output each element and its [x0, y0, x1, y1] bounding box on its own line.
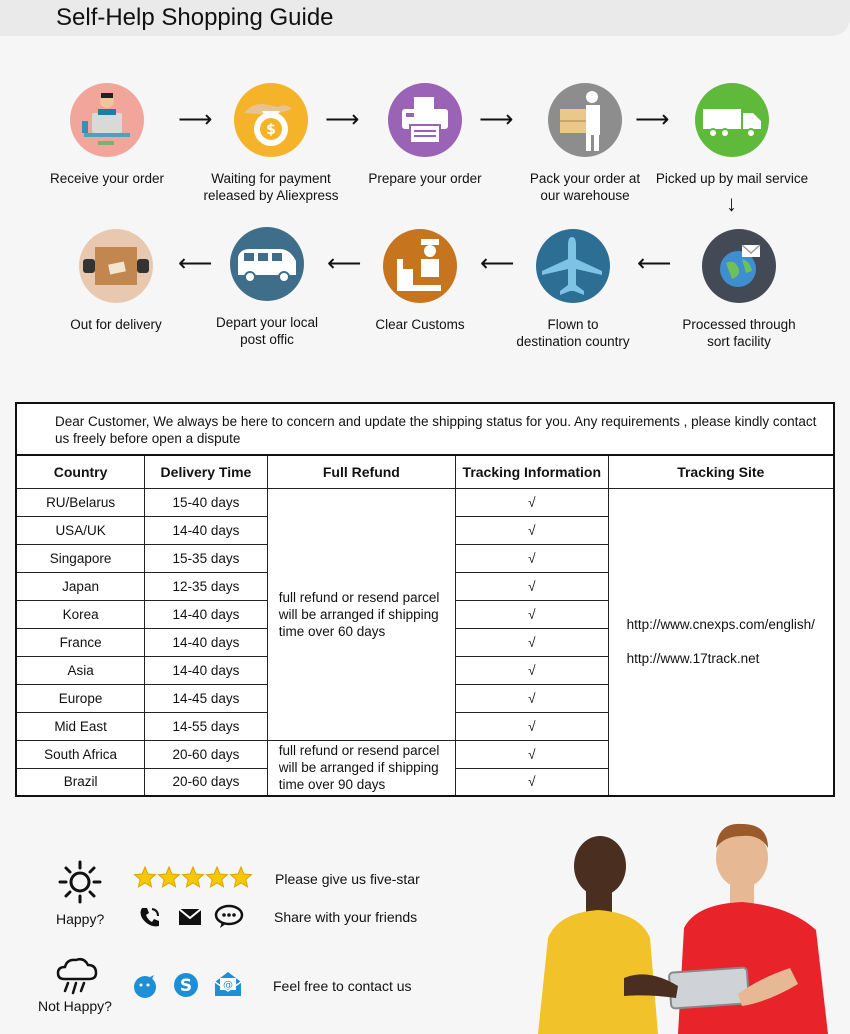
step-depart-post-office — [187, 227, 347, 348]
delivery-time-cell: 14-40 days — [145, 600, 268, 628]
step-label — [659, 317, 819, 350]
country-cell: Mid East — [16, 712, 145, 740]
contact-text: Feel free to contact us — [273, 978, 412, 994]
delivery-time-cell: 15-40 days — [145, 488, 268, 516]
step-label-line: destination country — [516, 333, 630, 349]
skype-icon[interactable] — [172, 971, 200, 1004]
tracking-check-cell: √ — [456, 488, 609, 516]
delivery-time-cell: 14-40 days — [145, 516, 268, 544]
tracking-check-cell: √ — [456, 572, 609, 600]
box-person-icon — [548, 83, 622, 157]
table-row — [16, 488, 834, 516]
delivery-time-cell: 12-35 days — [145, 572, 268, 600]
phone-icon[interactable] — [137, 904, 163, 935]
tracking-check-cell: √ — [456, 544, 609, 572]
column-header-full-refund: Full Refund — [267, 455, 455, 488]
step-label — [505, 171, 665, 204]
five-star-text: Please give us five-star — [275, 871, 420, 887]
customs-officer-icon — [383, 229, 457, 303]
delivery-time-cell: 14-40 days — [145, 656, 268, 684]
step-pack-order — [505, 83, 665, 204]
country-cell: Asia — [16, 656, 145, 684]
column-header-country: Country — [16, 455, 145, 488]
arrow-right-icon: ⟶ — [635, 106, 670, 133]
step-sort-facility — [659, 229, 819, 350]
tracking-site-link-17track[interactable]: http://www.17track.net — [626, 650, 760, 666]
step-label-line: Processed through — [682, 317, 796, 332]
country-cell: South Africa — [16, 740, 145, 768]
svg-text:$: $ — [266, 122, 276, 138]
tracking-check-cell: √ — [456, 516, 609, 544]
arrow-left-icon: ⟵ — [480, 250, 515, 277]
country-cell: USA/UK — [16, 516, 145, 544]
delivery-time-cell: 14-40 days — [145, 628, 268, 656]
tracking-check-cell: √ — [456, 684, 609, 712]
star-icon — [207, 867, 228, 887]
step-label-line: our warehouse — [540, 187, 630, 203]
arrow-left-icon: ⟵ — [178, 250, 213, 277]
money-bag-icon — [234, 83, 308, 157]
country-cell: Japan — [16, 572, 145, 600]
step-label: Receive your order — [49, 171, 165, 186]
tracking-check-cell: √ — [456, 628, 609, 656]
bird-chat-icon[interactable] — [132, 973, 158, 1004]
happy-label: Happy? — [56, 911, 105, 927]
five-star-rating[interactable] — [133, 866, 253, 895]
rain-cloud-icon — [54, 953, 100, 1002]
envelope-icon[interactable] — [177, 905, 203, 934]
email-icon[interactable] — [213, 970, 243, 1003]
sun-icon — [58, 860, 102, 909]
tracking-check-cell: √ — [456, 712, 609, 740]
shipping-table — [15, 454, 835, 797]
delivery-time-cell: 15-35 days — [145, 544, 268, 572]
column-header-tracking-info: Tracking Information — [456, 455, 609, 488]
arrow-down-icon: ↓ — [726, 191, 737, 216]
step-label-line: post offic — [240, 331, 294, 347]
svg-text:S: S — [179, 976, 193, 996]
tracking-check-cell: √ — [456, 656, 609, 684]
customer-notice — [15, 402, 835, 456]
page-title: Self-Help Shopping Guide — [56, 4, 334, 31]
step-out-for-delivery — [36, 229, 196, 334]
step-waiting-payment — [191, 83, 351, 204]
truck-icon — [695, 83, 769, 157]
star-icon — [231, 867, 252, 887]
tracking-site-link-cnexps[interactable]: http://www.cnexps.com/english/ — [626, 616, 815, 632]
airplane-icon — [536, 229, 610, 303]
step-flown — [493, 229, 653, 350]
country-cell: Korea — [16, 600, 145, 628]
step-label-line: Flown to — [547, 317, 599, 332]
header — [0, 0, 850, 37]
printer-icon — [388, 83, 462, 157]
delivery-time-cell: 14-55 days — [145, 712, 268, 740]
column-header-tracking-site: Tracking Site — [608, 455, 834, 488]
refund-cell: full refund or resend parcel will be arranged if shipping time over 90 days — [267, 740, 455, 796]
country-cell: Europe — [16, 684, 145, 712]
star-icon — [135, 867, 156, 887]
country-cell: RU/Belarus — [16, 488, 145, 516]
tracking-check-cell: √ — [456, 768, 609, 796]
arrow-left-icon: ⟵ — [637, 250, 672, 277]
arrow-right-icon: ⟶ — [479, 106, 514, 133]
step-clear-customs — [340, 229, 500, 334]
step-label-line: Depart your local — [215, 315, 319, 330]
step-label: Picked up by mail service — [655, 171, 809, 186]
step-prepare-order — [345, 83, 505, 188]
notice-text: Dear Customer, We always be here to concern and update the shipping status for you. Any requirements , please kindly contact us freely before open a dispute — [55, 414, 817, 446]
not-happy-label: Not Happy? — [38, 998, 112, 1014]
table-header-row — [16, 455, 834, 488]
step-label — [493, 317, 653, 350]
tracking-check-cell: √ — [456, 740, 609, 768]
laptop-person-icon — [70, 83, 144, 157]
arrow-right-icon: ⟶ — [325, 106, 360, 133]
star-icon — [159, 867, 180, 887]
step-label-line: sort facility — [707, 333, 771, 349]
chat-icon[interactable] — [214, 903, 244, 934]
people-with-tablet-image — [528, 818, 850, 1034]
delivery-time-cell: 14-45 days — [145, 684, 268, 712]
globe-mail-icon — [702, 229, 776, 303]
delivery-time-cell: 20-60 days — [145, 740, 268, 768]
arrow-right-icon: ⟶ — [178, 106, 213, 133]
share-text: Share with your friends — [274, 909, 418, 925]
step-label: Out for delivery — [70, 317, 162, 332]
tracking-check-cell: √ — [456, 600, 609, 628]
refund-cell: full refund or resend parcel will be arranged if shipping time over 60 days — [267, 488, 455, 740]
tracking-site-cell — [608, 488, 834, 796]
step-picked-up — [652, 83, 812, 188]
step-receive-order — [27, 83, 187, 188]
step-label: Prepare your order — [368, 171, 482, 186]
country-cell: Brazil — [16, 768, 145, 796]
star-icon — [183, 867, 204, 887]
column-header-delivery-time: Delivery Time — [145, 455, 268, 488]
step-label — [191, 171, 351, 204]
country-cell: Singapore — [16, 544, 145, 572]
arrow-left-icon: ⟵ — [327, 250, 362, 277]
step-label — [187, 315, 347, 348]
country-cell: France — [16, 628, 145, 656]
step-label: Clear Customs — [375, 317, 465, 332]
svg-text:@: @ — [223, 980, 233, 991]
step-label-line: released by Aliexpress — [203, 187, 339, 203]
parcel-icon — [79, 229, 153, 303]
step-label-line: Waiting for payment — [211, 171, 331, 186]
step-label-line: Pack your order at — [529, 171, 641, 186]
van-icon — [230, 227, 304, 301]
delivery-time-cell: 20-60 days — [145, 768, 268, 796]
